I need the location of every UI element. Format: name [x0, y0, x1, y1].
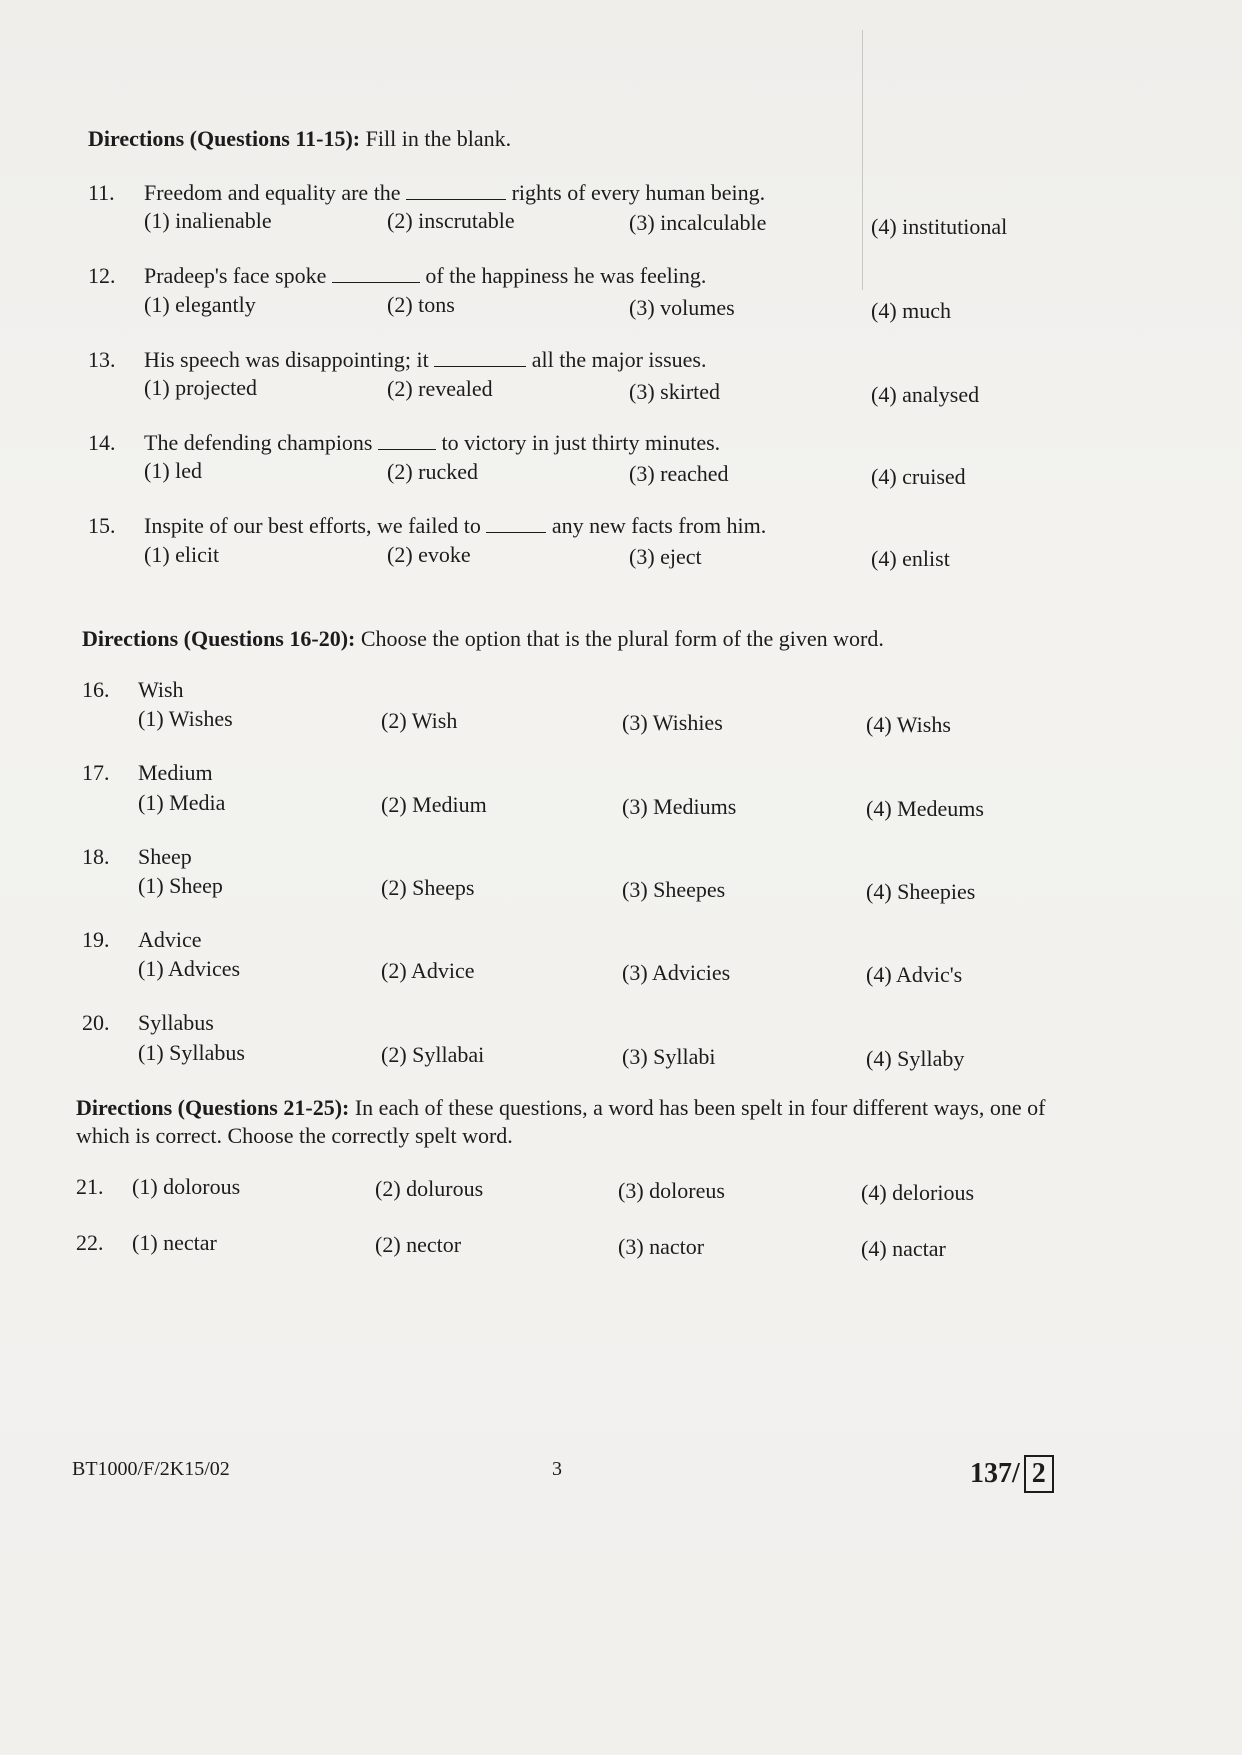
option: (4) Syllaby [866, 1046, 965, 1071]
option: (3) eject [629, 544, 702, 569]
option: (1) inalienable [144, 208, 272, 233]
question-22: 22. [76, 1230, 104, 1255]
option: (4) Medeums [866, 796, 984, 821]
option: (1) projected [144, 375, 257, 400]
option: (3) Wishies [622, 710, 723, 735]
option: (2) Sheeps [381, 875, 475, 900]
question-19: 19. Advice [82, 927, 202, 952]
question-20: 20. Syllabus [82, 1010, 214, 1035]
option: (4) cruised [871, 464, 966, 489]
option: (3) reached [629, 461, 729, 486]
option: (2) tons [387, 292, 455, 317]
question-14: 14. The defending champions to victory in just thirty minutes. [88, 430, 721, 455]
question-16: 16. Wish [82, 677, 184, 702]
option: (2) Wish [381, 708, 458, 733]
option: (3) Syllabi [622, 1044, 716, 1069]
option: (2) inscrutable [387, 208, 515, 233]
question-18: 18. Sheep [82, 844, 192, 869]
option: (2) dolurous [375, 1176, 484, 1201]
option: (1) Wishes [138, 706, 233, 731]
option: (1) elicit [144, 542, 220, 567]
page-number: 3 [552, 1458, 562, 1480]
option: (3) skirted [629, 379, 721, 404]
option: (4) enlist [871, 546, 950, 571]
question-13: 13. His speech was disappointing; it all the major issues. [88, 347, 707, 372]
option: (4) much [871, 298, 952, 323]
booklet-code: BT1000/F/2K15/02 [72, 1458, 230, 1480]
option: (2) Medium [381, 792, 487, 817]
option: (3) Mediums [622, 794, 737, 819]
option: (2) Syllabai [381, 1042, 485, 1067]
option: (1) dolorous [132, 1174, 241, 1199]
option: (1) Sheep [138, 873, 223, 898]
question-17: 17. Medium [82, 760, 213, 785]
directions-21-25: Directions (Questions 21-25): In each of these questions, a word has been spelt in four different ways, one of which is correct. Choose the correctly spelt word. [76, 1095, 1046, 1148]
question-15: 15. Inspite of our best efforts, we failed to any new facts from him. [88, 513, 767, 538]
option: (4) nactar [861, 1236, 946, 1261]
option: (4) delorious [861, 1180, 975, 1205]
option: (3) Sheepes [622, 877, 726, 902]
option: (4) institutional [871, 214, 1008, 239]
question-12: 12. Pradeep's face spoke of the happiness he was feeling. [88, 263, 707, 288]
option: (3) incalculable [629, 210, 767, 235]
option: (1) Advices [138, 956, 241, 981]
directions-16-20: Directions (Questions 16-20): Choose the option that is the plural form of the given word. [82, 626, 884, 651]
option: (4) Advic's [866, 962, 963, 987]
series-code: 137/ 2 [970, 1455, 1054, 1493]
option: (3) Advicies [622, 960, 731, 985]
directions-11-15: Directions (Questions 11-15): Fill in the blank. [88, 126, 512, 151]
option: (1) led [144, 458, 203, 483]
column-divider [862, 30, 863, 290]
option: (3) volumes [629, 295, 735, 320]
answer-blank [486, 514, 546, 533]
question-11: 11. Freedom and equality are the rights of every human being. [88, 180, 766, 205]
option: (2) rucked [387, 459, 479, 484]
option: (4) analysed [871, 382, 980, 407]
option: (3) nactor [618, 1234, 705, 1259]
answer-blank [406, 181, 506, 200]
option: (3) doloreus [618, 1178, 725, 1203]
option: (4) Sheepies [866, 879, 976, 904]
option: (2) Advice [381, 958, 475, 983]
option: (2) evoke [387, 542, 471, 567]
answer-blank [378, 431, 436, 450]
option: (1) nectar [132, 1230, 217, 1255]
option: (2) revealed [387, 376, 493, 401]
option: (1) Media [138, 790, 226, 815]
question-21: 21. [76, 1174, 104, 1199]
option: (1) Syllabus [138, 1040, 245, 1065]
option: (2) nector [375, 1232, 462, 1257]
set-number-box: 2 [1024, 1455, 1054, 1493]
option: (4) Wishs [866, 712, 951, 737]
option: (1) elegantly [144, 292, 256, 317]
answer-blank [434, 348, 526, 367]
answer-blank [332, 264, 420, 283]
